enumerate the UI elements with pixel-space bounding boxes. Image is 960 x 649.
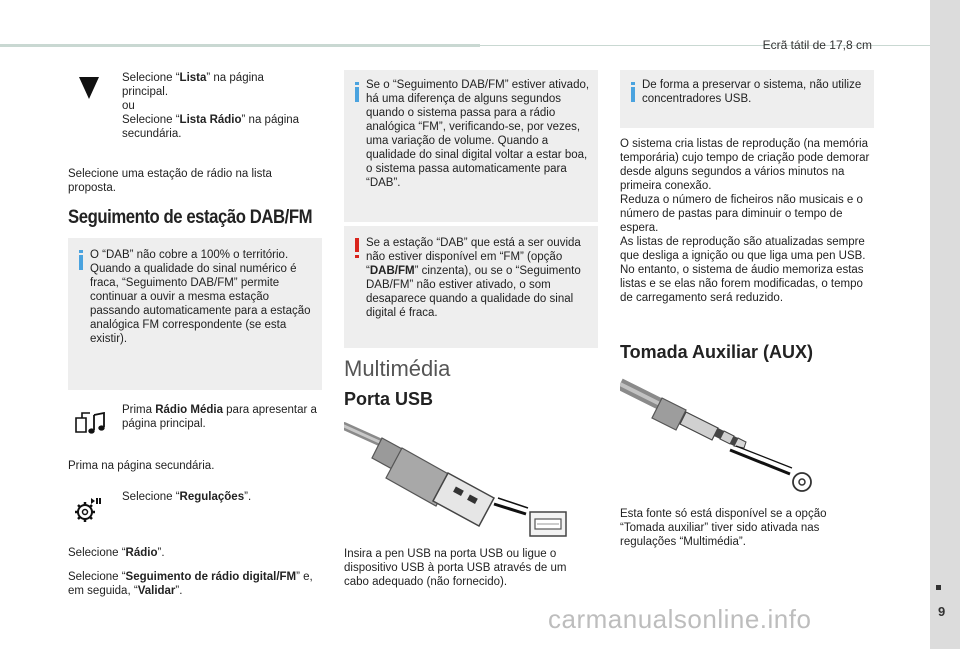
- usb-plug-illustration: [344, 418, 574, 540]
- aux-jack-illustration: [620, 378, 820, 498]
- heading-aux-socket: Tomada Auxiliar (AUX): [620, 342, 814, 362]
- info-box-dab-switch: [344, 70, 598, 222]
- step-select-list: Selecione “Lista” na página principal. ou Selecione “Lista Rádio” na página secundária.: [122, 72, 300, 141]
- warning-box-dab-text: Se a estação “DAB” que está a ser ouvida não estiver disponível em “FM” (opção “DAB/FM” cinzenta), ou se o “Seguimento DAB/FM” não estiver ativado, o som desaparece quando a qualidade do sinal digital é fraca.: [366, 237, 581, 320]
- paragraph-aux-availability: Esta fonte só está disponível se a opção “Tomada auxiliar” tiver sido ativada nas regulações “Multimédia”.: [620, 508, 827, 549]
- paragraph-select-station: Selecione uma estação de rádio na lista proposta.: [68, 168, 272, 195]
- heading-usb-port: Porta USB: [344, 389, 434, 409]
- info-box-dab-text: O “DAB” não cobre a 100% o território. Quando a qualidade do sinal numérico é fraca, “Seguimento DAB/FM” permite continuar a ouvir a mesma estação passando automaticamente para a estação analógica FM correspondente (se esta existir).: [90, 249, 311, 346]
- page-number: 9: [938, 604, 946, 619]
- step-select-settings: Selecione “Regulações”.: [122, 491, 252, 503]
- paragraph-press-secondary: Prima na página secundária.: [68, 460, 215, 472]
- info-box-dab-switch-text: Se o “Seguimento DAB/FM” estiver ativado, há uma diferença de alguns segundos quando o sistema passa para a rádio analógica “FM”, verificando-se, por vezes, uma variação de volume. Quando a qualidade do sinal digital voltar a estar boa, o sistema passa automaticamente para “DAB”.: [366, 79, 590, 190]
- settings-gear-icon: [74, 497, 102, 525]
- section-title-multimedia: Multimédia: [344, 356, 451, 381]
- step-press-radio-media: Prima Rádio Média para apresentar a página principal.: [122, 404, 317, 431]
- page-edge-bar: [930, 0, 960, 649]
- info-icon: [352, 82, 362, 102]
- paragraph-playlists: O sistema cria listas de reprodução (na memória temporária) cujo tempo de criação pode demorar desde alguns segundos a vários minutos na primeira conexão. Reduza o número de ficheiros não musicais e o número de pastas para diminuir o tempo de espera. As listas de reprodução são atualizadas sempre que desliga a ignição ou que liga uma pen USB. No entanto, o sistema de áudio memoriza estas listas e se elas não forem modificadas, o tempo de carregamento será reduzido.: [620, 138, 870, 305]
- continuation-marker: [936, 585, 941, 590]
- header-rule-left: [0, 44, 480, 47]
- info-box-dab: [68, 238, 322, 390]
- page-header-title: Ecrã tátil de 17,8 cm: [762, 38, 872, 52]
- warning-icon: [352, 238, 362, 258]
- paragraph-select-radio: Selecione “Rádio”.: [68, 547, 165, 559]
- warning-box-dab: [344, 226, 598, 348]
- paragraph-usb-insert: Insira a pen USB na porta USB ou ligue o dispositivo USB à porta USB através de um cabo adequado (não fornecido).: [344, 548, 567, 589]
- info-box-usb-hubs-text: De forma a preservar o sistema, não utilize concentradores USB.: [642, 79, 862, 106]
- paragraph-select-digital-follow: Selecione “Seguimento de rádio digital/FM” e, em seguida, “Validar”.: [68, 571, 313, 598]
- down-triangle-icon: [78, 76, 100, 100]
- info-box-usb-hubs: [620, 70, 874, 128]
- info-icon: [628, 82, 638, 102]
- radio-media-icon: [74, 412, 110, 438]
- heading-dab-fm: Seguimento de estação DAB/FM: [68, 207, 313, 228]
- info-icon: [76, 250, 86, 270]
- watermark: carmanualsonline.info: [548, 604, 812, 634]
